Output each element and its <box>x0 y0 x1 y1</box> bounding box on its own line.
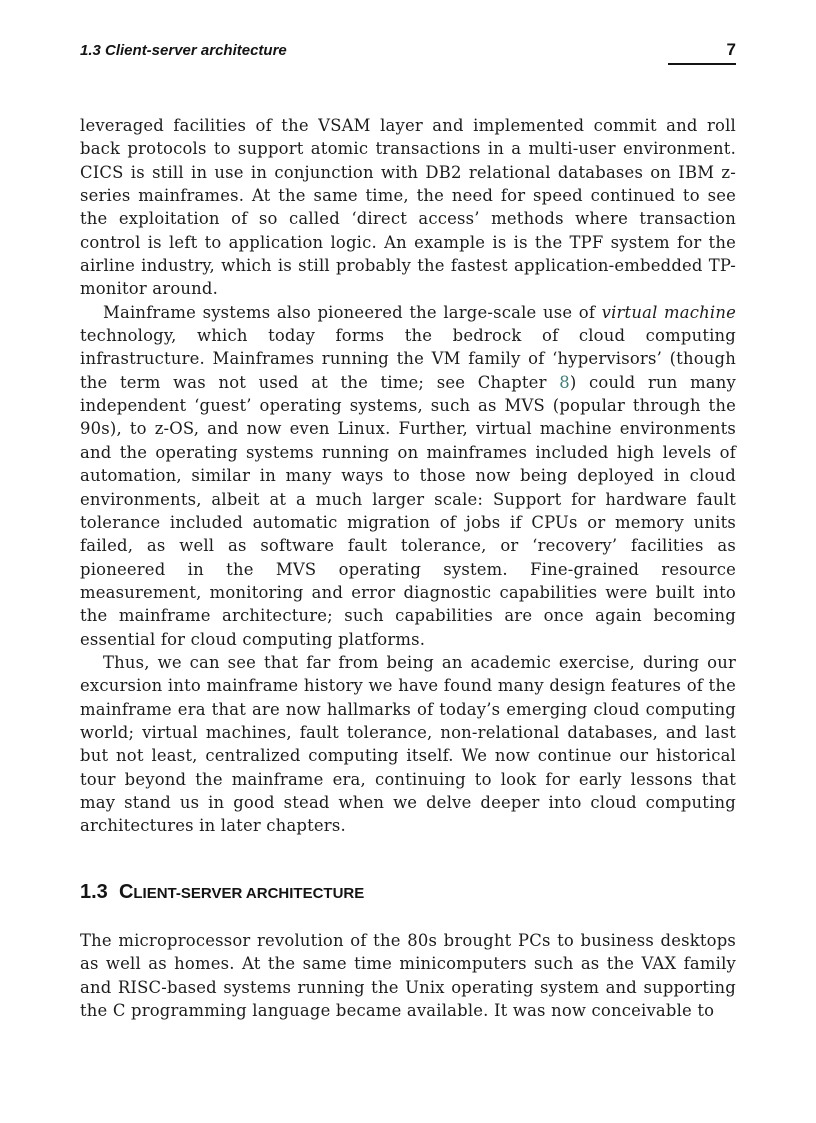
paragraph-1: leveraged facilities of the VSAM layer and implemented commit and roll back protocols to support atomic transactions in a multi-user environment. CICS is still in use in conjunction with DB2 relational databases on IBM z-series mainframes. At the same time, the need for speed continued to see the exploitation of so called ‘direct access’ methods where transaction control is left to application logic. An example is is the TPF system for the airline industry, which is still probably the fastest application-embedded TP-monitor around. <box>80 116 736 299</box>
emphasis-virtual-machine: virtual machine <box>601 302 736 322</box>
page-number: 7 <box>726 40 736 59</box>
running-header <box>80 42 736 66</box>
paragraph-2-part-2: technology, which today forms the bedrock of cloud computing infrastructure. Mainframes running the VM family of ‘hypervisors’ (though the term was not used at the time; see Chapter <box>80 326 736 392</box>
paragraph-2 <box>80 301 736 651</box>
section-title-rest: LIENT-SERVER ARCHITECTURE <box>133 885 365 902</box>
paragraph-2-part-1: Mainframe systems also pioneered the large-scale use of <box>103 302 602 322</box>
page-number-rule <box>668 63 736 65</box>
body-text <box>80 114 736 838</box>
section-number: 1.3 <box>80 881 108 903</box>
running-title: 1.3 Client-server architecture <box>80 42 287 59</box>
paragraph-2-part-3: ) could run many independent ‘guest’ operating systems, such as MVS (popular through the 90s), to z-OS, and now even Linux. Further, virtual machine environments and the operating systems running on mainframes included high levels of automation, similar in many ways to those now being deployed in cloud environments, albeit at a much larger scale: Support for hardware fault tolerance included automatic migration of jobs if CPUs or memory units failed, as well as software fault tolerance, or ‘recovery’ facilities as pioneered in the MVS operating system. Fine-grained resource measurement, monitoring and error diagnostic capabilities were built into the mainframe architecture; such capabilities are once again becoming essential for cloud computing platforms. <box>80 372 736 649</box>
chapter-reference-link[interactable]: 8 <box>559 372 570 392</box>
section-heading <box>80 881 736 904</box>
section-title-initial: C <box>118 881 134 903</box>
paragraph-4: The microprocessor revolution of the 80s brought PCs to business desktops as well as homes. At the same time minicomputers such as the VAX family and RISC-based systems running the Unix operating system and supporting the C programming language became available. It was now conceivable to <box>80 931 736 1021</box>
section-body-text <box>80 929 736 1022</box>
paragraph-3: Thus, we can see that far from being an academic exercise, during our excursion into mainframe history we have found many design features of the mainframe era that are now hallmarks of today’s emerging cloud computing world; virtual machines, fault tolerance, non-relational databases, and last but not least, centralized computing itself. We now continue our historical tour beyond the mainframe era, continuing to look for early lessons that may stand us in good stead when we delve deeper into cloud computing architectures in later chapters. <box>80 652 736 836</box>
